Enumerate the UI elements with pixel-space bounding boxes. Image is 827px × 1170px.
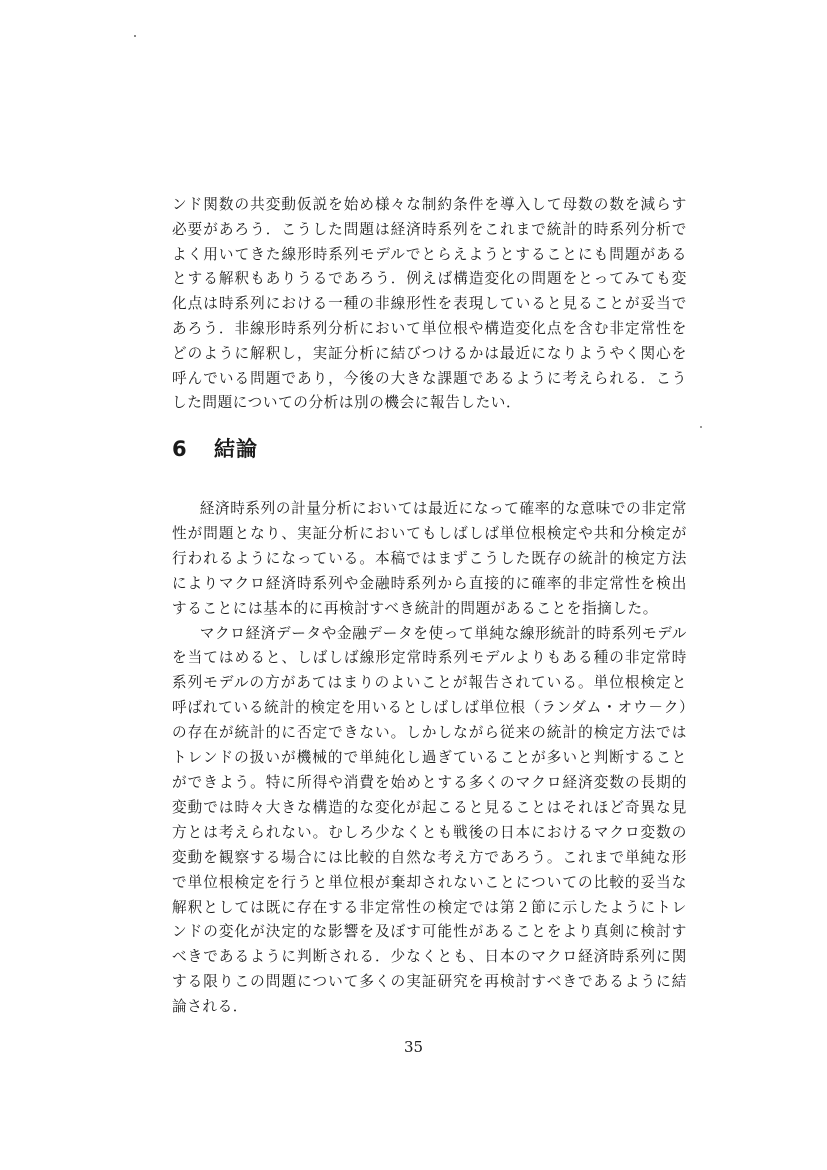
- section-heading: [172, 433, 258, 463]
- section-title: 結論: [214, 437, 258, 461]
- continuation-text: [172, 193, 687, 416]
- body-paragraph: マクロ経済データや金融データを使って単純な線形統計的時系列モデルを当てはめると、しばしば線形定常時系列モデルよりもある種の非定常時系列モデルの方があてはまりのよいことが報告されている。単位根検定と呼ばれている統計的検定を用いるとしばしば単位根（ランダム・オウ－ク）の存在が統計的に否定できない。しかしながら従来の統計的検定方法ではトレンドの扱いが機械的で単純化し過ぎていることが多いと判断することができよう。特に所得や消費を始めとする多くのマクロ経済変数の長期的変動では時々大きな構造的な変化が起こると見ることはそれほど奇異な見方とは考えられない。むしろ少なくとも戦後の日本におけるマクロ変数の変動を観察する場合には比較的自然な考え方であろう。これまで単純な形で単位根検定を行うと単位根が棄却されないことについての比較的妥当な解釈としては既に存在する非定常性の検定では第２節に示したようにトレンドの変化が決定的な影響を及ぼす可能性があることをより真剣に検討すべきであるように判断される．少なくとも、日本のマクロ経済時系列に関する限りこの問題について多くの実証研究を再検討すべきであるように結論される．: [172, 624, 687, 1016]
- continuation-paragraph: ンド関数の共変動仮説を始め様々な制約条件を導入して母数の数を減らす必要があろう．こうした問題は経済時系列をこれまで統計的時系列分析でよく用いてきた線形時系列モデルでとらえようとすることにも問題があるとする解釈もありうるであろう．例えば構造変化の問題をとってみても変化点は時系列における一種の非線形性を表現していると見ることが妥当であろう．非線形時系列分析において単位根や構造変化点を含む非定常性をどのように解釈し，実証分析に結びつけるかは最近になりようやく関心を呼んでいる問題であり，今後の大きな課題であるように考えられる．こうした問題についての分析は別の機会に報告したい．: [172, 196, 687, 412]
- body-paragraph: 経済時系列の計量分析においては最近になって確率的な意味での非定常性が問題となり、実証分析においてもしばしば単位根検定や共和分検定が行われるようになっている。本稿ではまずこうした既存の統計的検定方法によりマクロ経済時系列や金融時系列から直接的に確率的非定常性を検出することには基本的に再検討すべき統計的問題があることを指摘した。: [172, 500, 687, 617]
- page-number: 35: [403, 1038, 424, 1056]
- scan-speck: [134, 35, 136, 37]
- section-number: 6: [172, 437, 188, 461]
- scan-speck: [700, 426, 702, 428]
- section-body: [172, 497, 687, 1020]
